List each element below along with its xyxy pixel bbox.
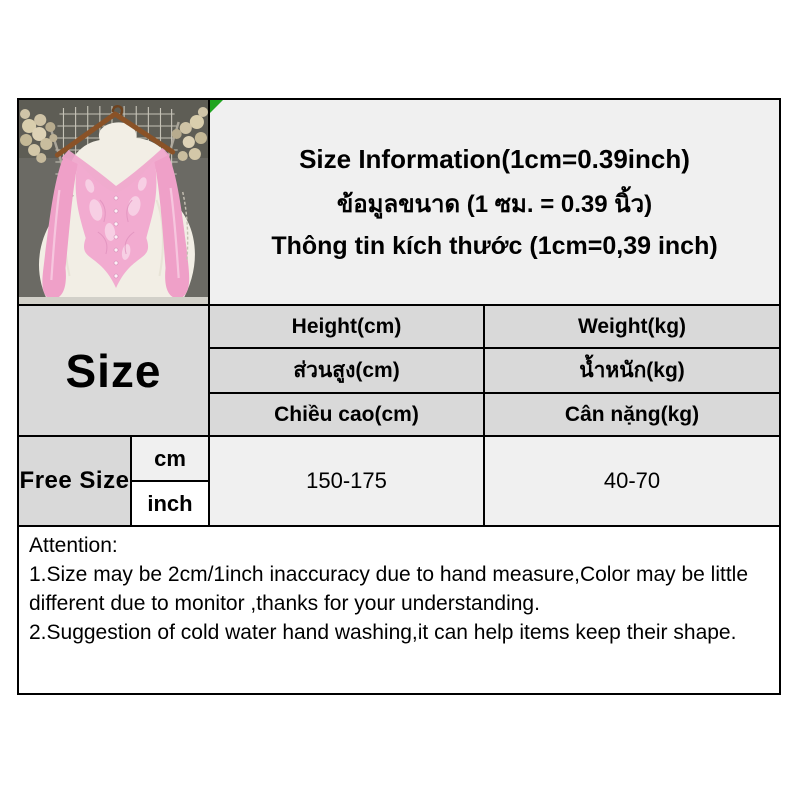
title-thai: ข้อมูลขนาด (1 ซม. = 0.39 นิ้ว)	[336, 190, 653, 218]
header-height-vi: Chiều cao(cm)	[210, 394, 483, 435]
unit-inch-label: inch	[132, 482, 208, 525]
header-height-th: ส่วนสูง(cm)	[210, 349, 483, 392]
attention-note-2: 2.Suggestion of cold water hand washing,it can help items keep their shape.	[29, 621, 737, 644]
header-weight-th: น้ำหนัก(kg)	[485, 349, 779, 392]
product-photo	[19, 100, 208, 304]
size-chart-table	[17, 98, 781, 695]
title-english: Size Information(1cm=0.39inch)	[299, 143, 690, 174]
title-cell	[210, 100, 779, 304]
size-corner-label: Size	[19, 306, 208, 435]
attention-note-1: 1.Size may be 2cm/1inch inaccuracy due to hand measure,Color may be little different due to monitor ,thanks for your understanding.	[29, 563, 749, 615]
corner-marker-icon	[210, 100, 223, 113]
attention-heading: Attention:	[29, 534, 118, 557]
header-height-en: Height(cm)	[210, 306, 483, 347]
unit-cm-label: cm	[132, 437, 208, 480]
header-weight-en: Weight(kg)	[485, 306, 779, 347]
title-vietnamese: Thông tin kích thước (1cm=0,39 inch)	[271, 231, 718, 260]
weight-range-value: 40-70	[485, 437, 779, 525]
free-size-label: Free Size	[19, 437, 130, 525]
attention-box	[19, 527, 779, 693]
product-photo-illustration	[19, 100, 208, 304]
header-weight-vi: Cân nặng(kg)	[485, 394, 779, 435]
height-range-value: 150-175	[210, 437, 483, 525]
